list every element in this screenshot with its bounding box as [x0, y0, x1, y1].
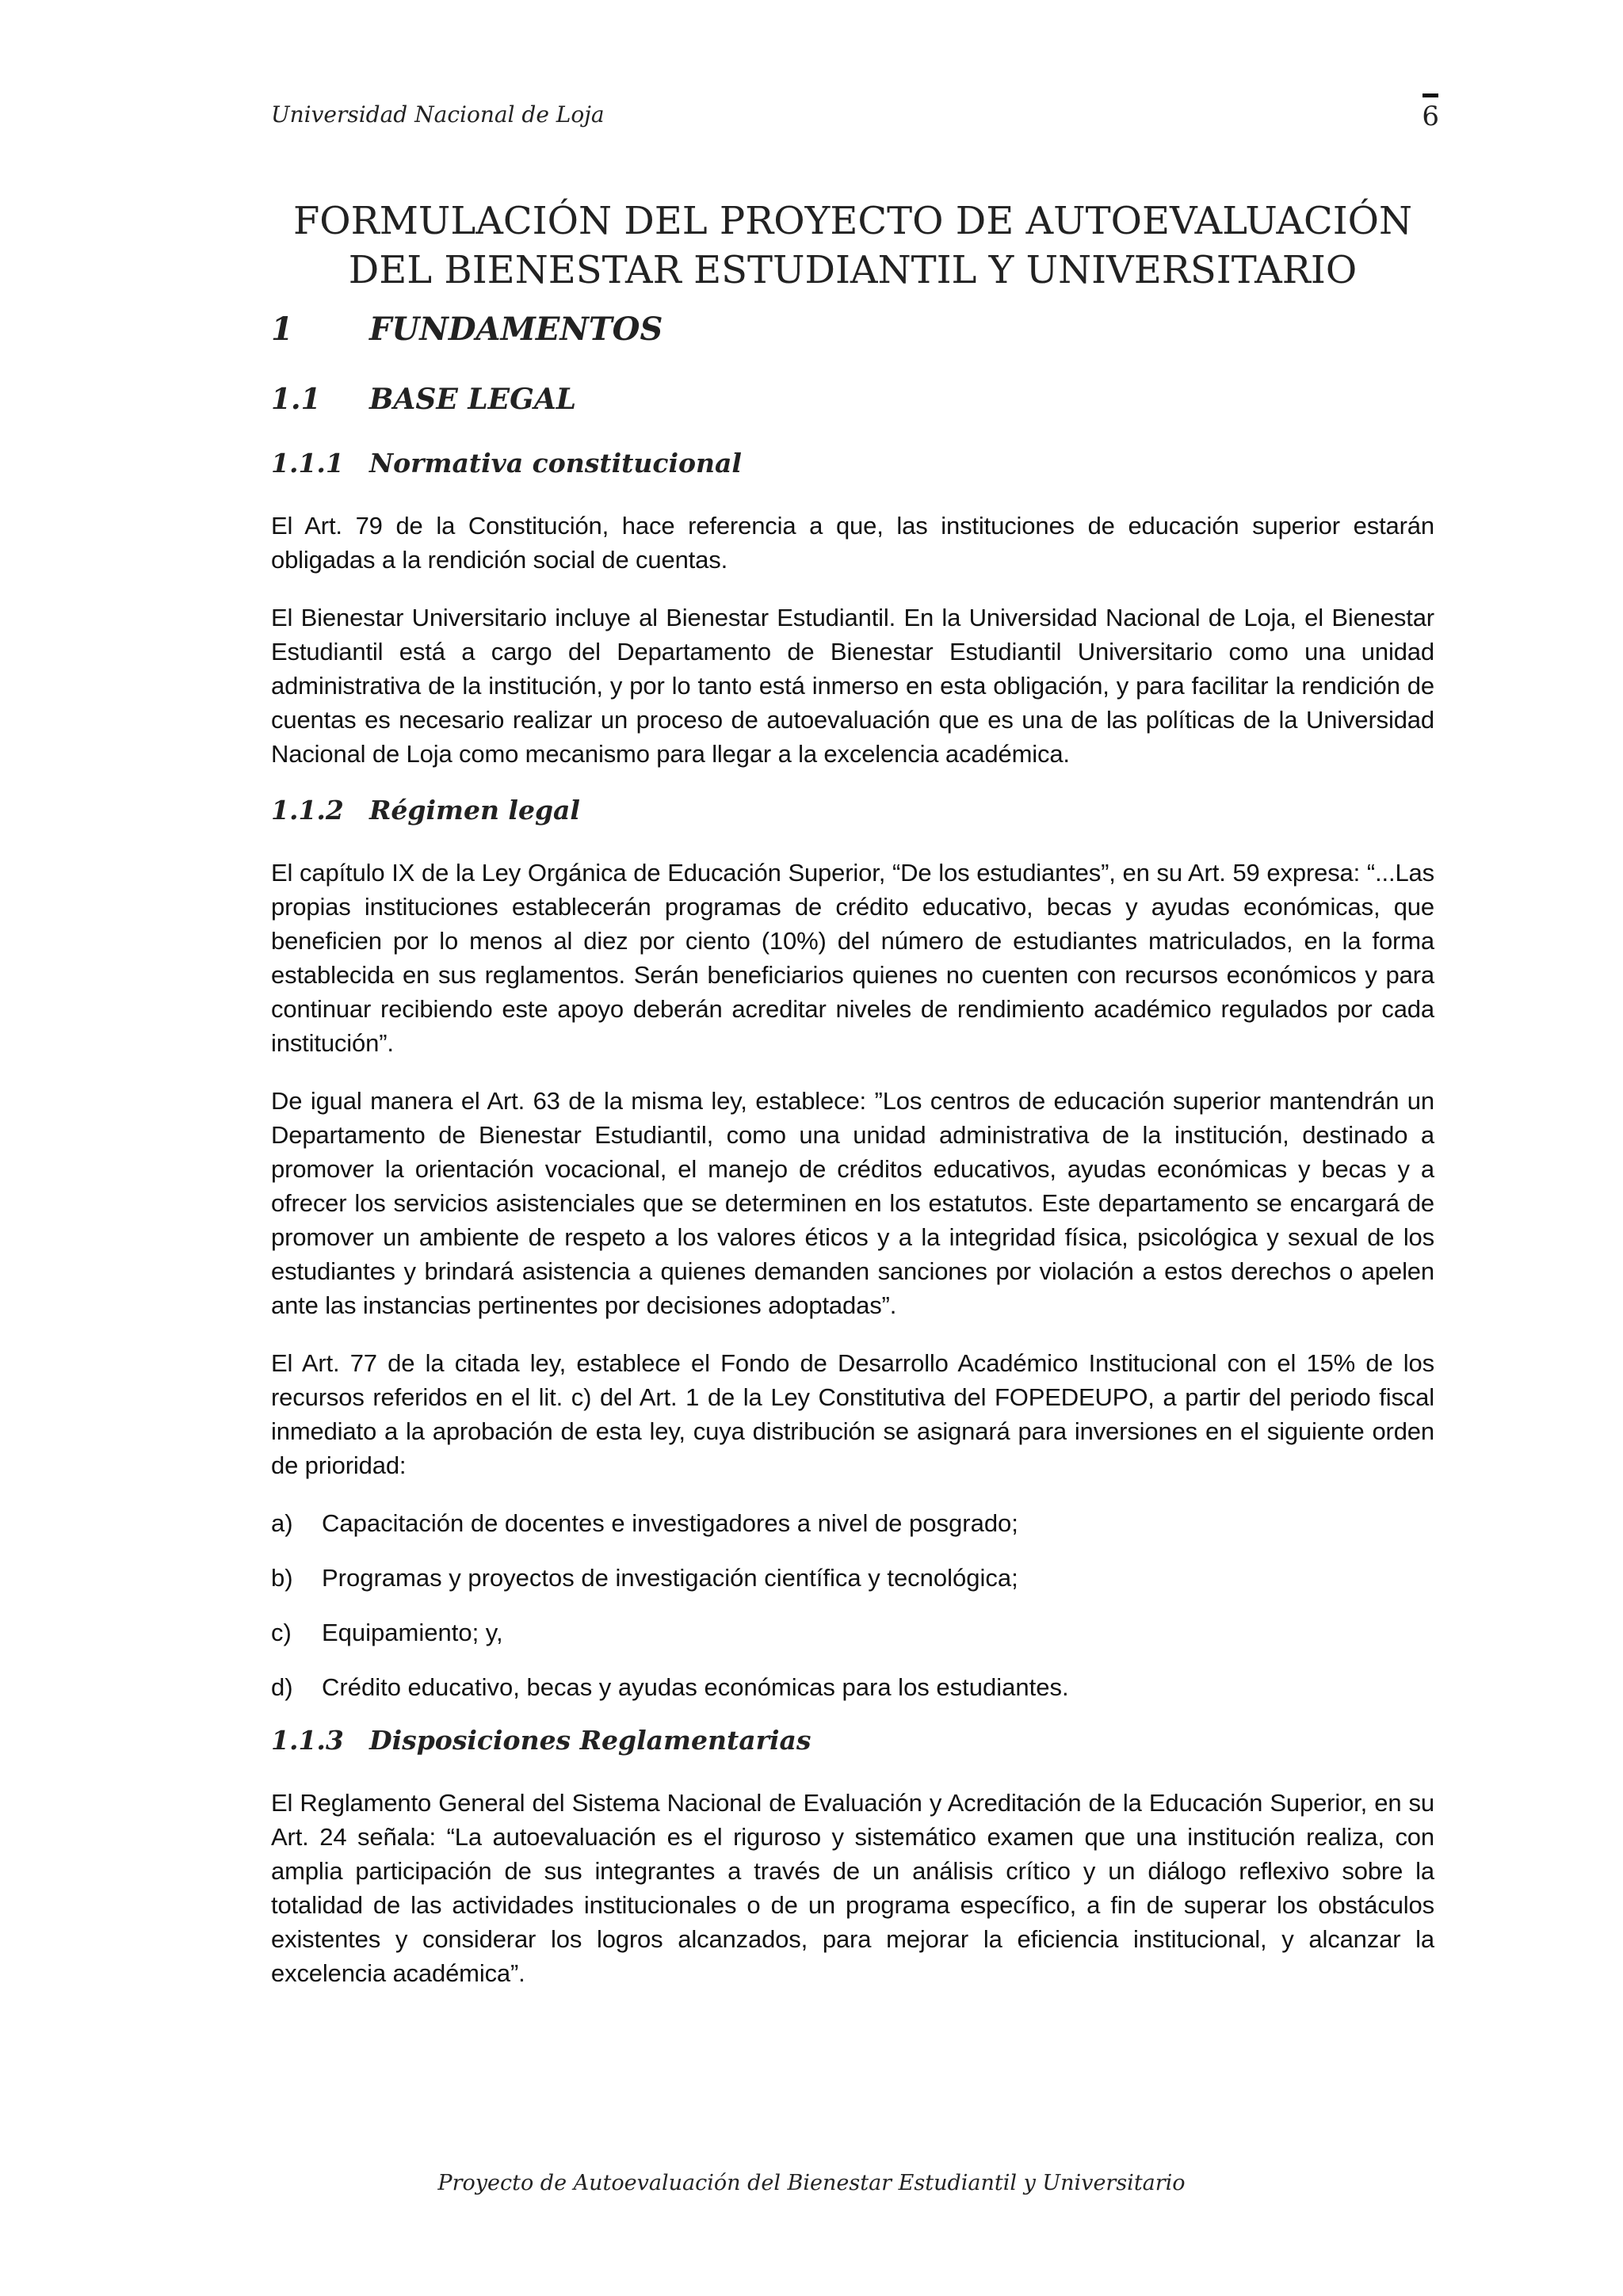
paragraph: El capítulo IX de la Ley Orgánica de Educación Superior, “De los estudiantes”, en su Art. 59 expresa: “...Las propias instituciones establecerán programas de crédito educativo, becas y ayudas económicas, que beneficien por lo menos al diez por ciento (10%) del número de estudiantes matriculados, en la forma establecida en sus reglamentos. Serán beneficiarios quienes no cuenten con recursos económicos y para continuar recibiendo este apoyo deberán acreditar niveles de rendimiento académico regulados por cada institución”.	[271, 859, 1434, 1057]
heading-text: Régimen legal	[369, 795, 580, 826]
heading-number: 1	[271, 311, 293, 348]
list-marker: d)	[271, 1673, 293, 1701]
heading-number: 1.1	[271, 383, 321, 416]
heading-number: 1.1.3	[271, 1725, 344, 1756]
title-line-1: FORMULACIÓN DEL PROYECTO DE AUTOEVALUACIÓN	[292, 199, 1413, 243]
heading-text: BASE LEGAL	[369, 383, 577, 416]
list-marker: b)	[271, 1564, 293, 1592]
list-item-text: Equipamiento; y,	[322, 1619, 503, 1646]
list-item-text: Capacitación de docentes e investigadores a nivel de posgrado;	[322, 1509, 1018, 1537]
page-number-bar	[1423, 93, 1438, 97]
paragraph: De igual manera el Art. 63 de la misma ley, establece: ”Los centros de educación superior mantendrán un Departamento de Bienestar Estudiantil, como una unidad administrativa de la institución, destinado a promover la orientación vocacional, el manejo de créditos educativos, ayudas económicas y becas y a ofrecer los servicios asistenciales que se determinen en los estatutos. Este departamento se encargará de promover un ambiente de respeto a los valores éticos y a la integridad física, psicológica y sexual de los estudiantes y brindará asistencia a quienes demanden sanciones por violación a estos derechos o apelen ante las instancias pertinentes por decisiones adoptadas”.	[271, 1087, 1434, 1319]
heading-number: 1.1.2	[271, 795, 344, 826]
heading-section-1-1-3	[271, 1725, 1434, 1756]
list-item	[271, 1670, 1434, 1704]
heading-section-1	[271, 311, 1434, 348]
page-number-block	[1422, 93, 1439, 132]
heading-number: 1.1.1	[271, 448, 344, 479]
list-item	[271, 1615, 1434, 1650]
heading-text: Disposiciones Reglamentarias	[369, 1725, 812, 1756]
list-item-text: Crédito educativo, becas y ayudas económicas para los estudiantes.	[322, 1673, 1069, 1701]
page-content	[271, 196, 1434, 2014]
heading-text: FUNDAMENTOS	[369, 311, 663, 348]
title-line-2: DEL BIENESTAR ESTUDIANTIL Y UNIVERSITARIO	[348, 248, 1358, 292]
list-item-text: Programas y proyectos de investigación científica y tecnológica;	[322, 1564, 1018, 1592]
paragraph: El Art. 77 de la citada ley, establece el Fondo de Desarrollo Académico Institucional con el 15% de los recursos referidos en el lit. c) del Art. 1 de la Ley Constitutiva del FOPEDEUPO, a partir del periodo fiscal inmediato a la aprobación de esta ley, cuya distribución se asignará para inversiones en el siguiente orden de prioridad:	[271, 1349, 1434, 1479]
list-marker: a)	[271, 1509, 293, 1537]
priority-list	[271, 1506, 1434, 1704]
list-marker: c)	[271, 1619, 292, 1646]
running-footer: Proyecto de Autoevaluación del Bienestar Estudiantil y Universitario	[437, 2171, 1186, 2195]
list-item	[271, 1506, 1434, 1540]
list-item	[271, 1561, 1434, 1595]
heading-text: Normativa constitucional	[369, 448, 742, 479]
paragraph: El Bienestar Universitario incluye al Bienestar Estudiantil. En la Universidad Nacional de Loja, el Bienestar Estudiantil está a cargo del Departamento de Bienestar Estudiantil Universitario como una unidad administrativa de la institución, y por lo tanto está inmerso en esta obligación, y para facilitar la rendición de cuentas es necesario realizar un proceso de autoevaluación que es una de las políticas de la Universidad Nacional de Loja como mecanismo para llegar a la excelencia académica.	[271, 604, 1434, 768]
page-number: 6	[1422, 101, 1439, 132]
heading-section-1-1-2	[271, 795, 1434, 826]
document-title	[271, 196, 1434, 295]
heading-section-1-1	[271, 383, 1434, 416]
paragraph: El Reglamento General del Sistema Nacional de Evaluación y Acreditación de la Educación Superior, en su Art. 24 señala: “La autoevaluación es el riguroso y sistemático examen que una institución realiza, con amplia participación de sus integrantes a través de un análisis crítico y un diálogo reflexivo sobre la totalidad de las actividades institucionales o de un programa específico, a fin de superar los obstáculos existentes y considerar los logros alcanzados, para mejorar la eficiencia institucional, y alcanzar la excelencia académica”.	[271, 1789, 1434, 1987]
paragraph: El Art. 79 de la Constitución, hace referencia a que, las instituciones de educación superior estarán obligadas a la rendición social de cuentas.	[271, 512, 1434, 574]
running-header: Universidad Nacional de Loja	[271, 101, 605, 128]
heading-section-1-1-1	[271, 448, 1434, 479]
